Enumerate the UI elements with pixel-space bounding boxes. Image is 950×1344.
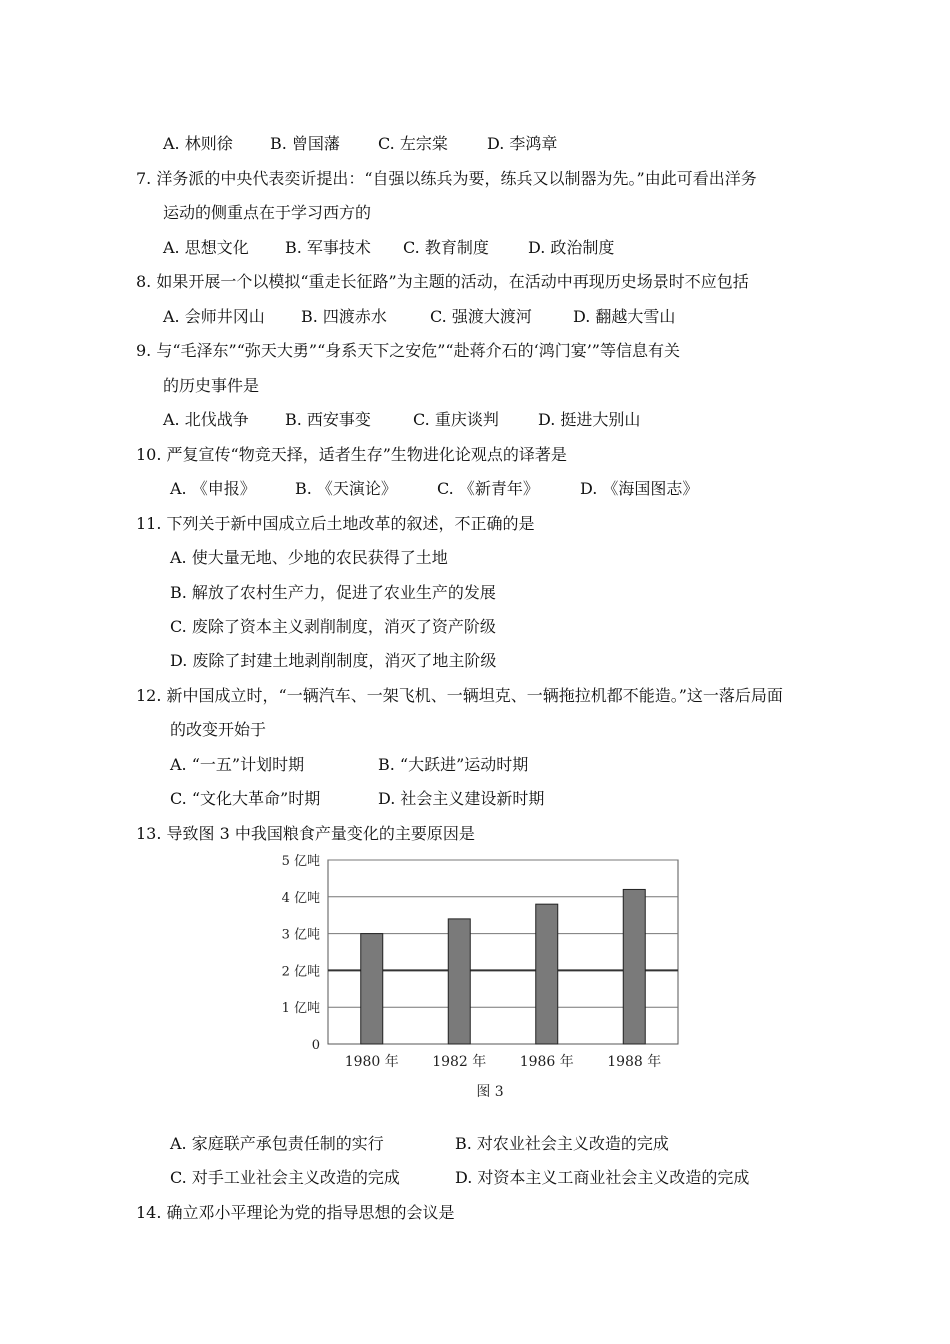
chart-x-tick-label: 1980 年 [344,1054,399,1070]
chart-x-tick-label: 1986 年 [519,1054,574,1070]
q12-option-c: C. “文化大革命”时期 [170,789,321,808]
q12-option-d: D. 社会主义建设新时期 [378,789,545,808]
chart-bar [623,889,645,1044]
q14-stem-line1: 14. 确立邓小平理论为党的指导思想的会议是 [136,1203,455,1222]
q13-option-b: B. 对农业社会主义改造的完成 [455,1134,669,1153]
chart-y-tick-label: 2 亿吨 [281,964,320,980]
chart-caption: 图 3 [476,1084,504,1100]
q8-stem-line1: 8. 如果开展一个以模拟“重走长征路”为主题的活动，在活动中再现历史场景时不应包括 [136,272,749,291]
q9-stem-line2: 的历史事件是 [163,376,260,395]
chart-y-tick-label: 5 亿吨 [281,854,320,869]
q7-stem-line2: 运动的侧重点在于学习西方的 [163,203,372,222]
chart-y-tick-labels [282,854,320,1053]
q10-option-a: A. 《申报》 [170,479,256,498]
q11-option-c: C. 废除了资本主义剥削制度，消灭了资产阶级 [170,617,496,636]
q10-option-b: B. 《天演论》 [295,479,397,498]
q9-option-a: A. 北伐战争 [163,410,249,429]
chart-bars [361,889,646,1044]
q6-option-c: C. 左宗棠 [378,134,448,153]
q6-option-d: D. 李鸿章 [487,134,558,153]
q7-option-b: B. 军事技术 [285,238,371,257]
chart-y-tick-label: 1 亿吨 [281,1001,320,1017]
q8-option-b: B. 四渡赤水 [301,307,387,326]
q11-option-b: B. 解放了农村生产力，促进了农业生产的发展 [170,583,496,602]
q13-option-a: A. 家庭联产承包责任制的实行 [170,1134,384,1153]
chart-x-tick-label: 1982 年 [432,1054,487,1070]
q7-option-a: A. 思想文化 [163,238,249,257]
q12-option-b: B. “大跃进”运动时期 [378,755,529,774]
chart-x-tick-label: 1988 年 [607,1054,662,1070]
q12-option-a: A. “一五”计划时期 [170,755,305,774]
q10-option-d: D. 《海国图志》 [580,479,699,498]
q12-stem-line2: 的改变开始于 [170,720,267,739]
q11-option-a: A. 使大量无地、少地的农民获得了土地 [170,548,448,567]
q9-option-b: B. 西安事变 [285,410,371,429]
q8-option-c: C. 强渡大渡河 [430,307,532,326]
q7-option-d: D. 政治制度 [528,238,615,257]
chart-bar [448,919,470,1044]
q13-option-c: C. 对手工业社会主义改造的完成 [170,1168,400,1187]
q6-option-a: A. 林则徐 [163,134,233,153]
chart-bar [536,904,558,1044]
q8-option-d: D. 翻越大雪山 [573,307,676,326]
q6-option-b: B. 曾国藩 [270,134,340,153]
q9-stem-line1: 9. 与“毛泽东”“弥天大勇”“身系天下之安危”“赴蒋介石的‘鸿门宴’”等信息有关 [136,341,680,360]
q13-stem-line1: 13. 导致图 3 中我国粮食产量变化的主要原因是 [136,824,475,843]
q7-option-c: C. 教育制度 [403,238,489,257]
chart-y-tick-label: 0 [311,1038,320,1053]
chart-bar [361,934,383,1044]
q7-stem-line1: 7. 洋务派的中央代表奕䜣提出：“自强以练兵为要，练兵又以制器为先。”由此可看出洋务 [136,169,757,188]
q9-option-c: C. 重庆谈判 [413,410,499,429]
chart-x-tick-labels [345,1053,662,1070]
q12-stem-line1: 12. 新中国成立时，“一辆汽车、一架飞机、一辆坦克、一辆拖拉机都不能造。”这一落后局面 [136,686,783,705]
grain-output-bar-chart [270,848,690,1108]
q8-option-a: A. 会师井冈山 [163,307,265,326]
q10-stem-line1: 10. 严复宣传“物竞天择，适者生存”生物进化论观点的译著是 [136,445,567,464]
q10-option-c: C. 《新青年》 [437,479,539,498]
q9-option-d: D. 挺进大别山 [538,410,641,429]
q11-option-d: D. 废除了封建土地剥削制度，消灭了地主阶级 [170,651,497,670]
q13-option-d: D. 对资本主义工商业社会主义改造的完成 [455,1168,750,1187]
q11-stem-line1: 11. 下列关于新中国成立后土地改革的叙述，不正确的是 [136,514,535,533]
chart-y-tick-label: 4 亿吨 [281,890,320,906]
chart-y-tick-label: 3 亿吨 [281,927,320,943]
